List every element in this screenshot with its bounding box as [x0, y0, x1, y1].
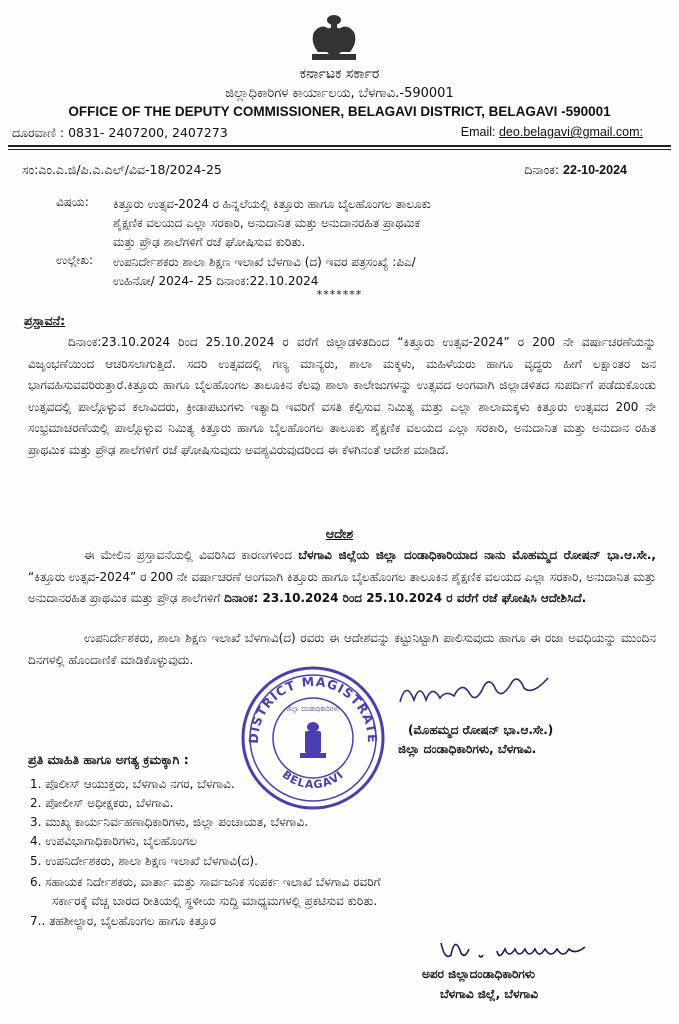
phone-number: ದೂರವಾಣಿ : 0831- 2407200, 2407273: [12, 125, 228, 140]
email-address: deo.belagavi@gmail.com:: [498, 125, 643, 139]
seal-top-text: DISTRICT MAGISTRATE: [245, 673, 381, 744]
copy-item: 3. ಮುಖ್ಯ ಕಾರ್ಯನಿರ್ವಹಣಾಧಿಕಾರಿಗಳು, ಜಿಲ್ಲಾ ಪಂಚಾಯತ, ಬೆಳಗಾವಿ.: [30, 815, 309, 829]
order-paragraph: [28, 545, 656, 610]
subject-line: ಮತ್ತು ಪ್ರೌಢ ಶಾಲೆಗಳಿಗೆ ರಜೆ ಘೋಷಿಸುವ ಕುರಿತು.: [113, 235, 306, 249]
magistrate-name-text: ಬೆಳಗಾವಿ ಜಿಲ್ಲೆಯ ಜಿಲ್ಲಾ ದಂಡಾಧಿಕಾರಿಯಾದ ನಾನು ಮೊಹಮ್ಮದ ರೋಷನ್ ಭಾ.ಆ.ಸೇ.,: [298, 548, 656, 562]
copy-item: 2. ಪೋಲೀಸ್ ಅಧೀಕ್ಷಕರು, ಬೆಳಗಾವಿ.: [30, 796, 174, 810]
reference-number: ಸಂ:ಎಂ.ಎ.ಜಿ/ಪಿ.ಎ.ಎಲ್/ವಿವ-18/2024-25: [22, 162, 222, 177]
copy-item-continuation: ಸರ್ಕಾರಕ್ಕೆ ವೆಚ್ಚ ಬಾರದ ರೀತಿಯಲ್ಲಿ ಸ್ಥಳೀಯ ಸುದ್ದಿ ಮಾಧ್ಯಮಗಳಲ್ಲಿ ಪ್ರಕಟಿಸುವ ಕುರಿತು.: [52, 894, 378, 908]
copy-item: 5. ಉಪನಿರ್ದೇಶಕರು, ಶಾಲಾ ಶಿಕ್ಷಣ ಇಲಾಖೆ ಬೆಳಗಾವಿ(ದ).: [30, 854, 258, 868]
order-heading: ಆದೇಶ: [325, 526, 354, 541]
office-name-english: OFFICE OF THE DEPUTY COMMISSIONER, BELAGAVI DISTRICT, BELAGAVI -590001: [68, 104, 611, 119]
compliance-paragraph: ಉಪನಿರ್ದೇಶಕರು, ಶಾಲಾ ಶಿಕ್ಷಣ ಇಲಾಖೆ ಬೆಳಗಾವಿ(ದ) ರವರು ಈ ಆದೇಶವನ್ನು ಕಟ್ಟುನಿಟ್ಟಾಗಿ ಪಾಲಿಸುವುದು ಹಾಗೂ ಈ ರಜಾ ಅವಧಿಯನ್ನು ಮುಂದಿನ ದಿನಗಳಲ್ಲಿ ಹೊಂದಾಣಿಕೆ ಮಾಡಿಕೊಳ್ಳುವುದು.: [28, 631, 656, 667]
separator-stars: *******: [316, 288, 363, 301]
reference-text: [113, 253, 633, 291]
subject-label: ವಿಷಯ:: [56, 195, 89, 209]
copy-to-heading: ಪ್ರತಿ ಮಾಹಿತಿ ಹಾಗೂ ಅಗತ್ಯ ಕ್ರಮಕ್ಕಾಗಿ :: [28, 752, 189, 767]
reference-line: ಉಹಿನೋ/ 2024- 25 ದಿನಾಂಕ:22.10.2024: [113, 274, 319, 288]
seal-inner-text: ಜಿಲ್ಲಾ ದಂಡಾಧಿಕಾರಿಗಳು: [286, 705, 340, 713]
additional-magistrate-title: ಅಪರ ಜಿಲ್ಲಾದಂಡಾಧಿಕಾರಿಗಳು: [422, 967, 536, 981]
date-label: ದಿನಾಂಕ:: [524, 162, 564, 177]
magistrate-title: ಜಿಲ್ಲಾ ದಂಡಾಧಿಕಾರಿಗಳು, ಬೆಳಗಾವಿ.: [398, 742, 537, 756]
header-divider-thin: [8, 149, 671, 150]
order-date: [524, 162, 627, 178]
seal-bottom-text: BELAGAVI: [279, 767, 347, 792]
order-text: “ಕಿತ್ತೂರು ಉತ್ಸವ-2024” ರ 200 ನೇ ವರ್ಷಾಚರಣೆ ಅಂಗವಾಗಿ ಕಿತ್ತೂರು ಹಾಗೂ ಬೈಲಹೊಂಗಲ ತಾಲೂಕಿನ ಶೈಕ್ಷಣಿಕ ವಲಯದ ಎಲ್ಲಾ ಸರಕಾರಿ, ಅನುದಾನಿತ ಮತ್ತು ಅನುದಾನರಹಿತ ಪ್ರಾಥಮಿಕ ಮತ್ತು ಪ್ರೌಢ ಶಾಲೆಗಳಿಗೆ: [28, 569, 656, 605]
date-value: 22-10-2024: [563, 163, 627, 177]
holiday-dates-text: ದಿನಾಂಕ: 23.10.2024 ರಿಂದ 25.10.2024 ರ ವರೆಗೆ ರಜೆ ಘೋಷಿಸಿ ಆದೇಶಿಸಿದೆ.: [224, 591, 587, 605]
email-label: Email:: [460, 125, 499, 139]
copy-item: 7.. ತಹಶೀಲ್ದಾರ, ಬೈಲಹೊಂಗಲ ಹಾಗೂ ಕಿತ್ತೂರ: [30, 914, 216, 928]
copy-item: 4. ಉಪವಿಭಾಗಾಧಿಕಾರಿಗಳು, ಬೈಲಹೊಂಗಲ: [30, 834, 197, 848]
copy-item: 6. ಸಹಾಯಕ ನಿರ್ದೇಶಕರು, ವಾರ್ತಾ ಮತ್ತು ಸಾರ್ವಜನಿಕ ಸಂಪರ್ಕ ಇಲಾಖೆ ಬೆಳಗಾವಿ ರವರಿಗೆ: [30, 875, 381, 889]
state-name: ಕರ್ನಾಟಕ ಸರ್ಕಾರ: [299, 66, 380, 82]
subject-line: ಕಿತ್ತೂರು ಉತ್ಸವ-2024 ರ ಹಿನ್ನಲೆಯಲ್ಲಿ ಕಿತ್ತೂರು ಹಾಗೂ ಬೈಲಹೊಂಗಲ ತಾಲೂಕು: [113, 197, 431, 211]
additional-magistrate-place: ಬೆಳಗಾವಿ ಜಿಲ್ಲೆ, ಬೆಳಗಾವಿ: [440, 987, 538, 1001]
preamble-heading: ಪ್ರಸ್ತಾವನೆ:: [24, 313, 66, 328]
district-magistrate-seal: [238, 663, 388, 813]
email-line: [461, 125, 643, 139]
office-name-kannada: ಜಿಲ್ಲಾಧಿಕಾರಿಗಳ ಕಾರ್ಯಾಲಯ, ಬೆಳಗಾವಿ.-590001: [225, 86, 454, 101]
seal-emblem-icon: [300, 722, 326, 758]
subject-line: ಶೈಕ್ಷಣಿಕ ವಲಯದ ಎಲ್ಲಾ ಸರಕಾರಿ, ಅನುದಾನಿತ ಮತ್ತು ಅನುದಾನರಹಿತ ಪ್ರಾಥಮಿಕ: [113, 216, 421, 230]
reference-line: ಉಪನಿರ್ದೇಶಕರು ಶಾಲಾ ಶಿಕ್ಷಣ ಇಲಾಖೆ ಬೆಳಗಾವಿ (ದ) ಇವರ ಪತ್ರಸಂಖ್ಯೆ :ಪಿಎ/: [113, 255, 416, 269]
subject-text: [113, 195, 633, 252]
magistrate-name: (ಮೊಹಮ್ಮದ ರೋಷನ್ ಭಾ.ಆ.ಸೇ.): [408, 723, 554, 737]
magistrate-signature: [392, 660, 552, 720]
state-emblem-icon: [300, 12, 368, 64]
header-divider: [8, 145, 671, 147]
order-text: ಈ ಮೇಲಿನ ಪ್ರಸ್ತಾವನೆಯಲ್ಲಿ ವಿವರಿಸಿದ ಕಾರಣಗಳಿಂದ: [84, 548, 299, 562]
preamble-paragraph: ದಿನಾಂಕ:23.10.2024 ರಿಂದ 25.10.2024 ರ ವರೆಗೆ ಜಿಲ್ಲಾಡಳಿತದಿಂದ “ಕಿತ್ತೂರು ಉತ್ಸವ-2024” ರ 200 ನೇ ವರ್ಷಾಚರಣೆಯನ್ನು ವಿಜೃಂಭಣೆಯಿಂದ ಆಚರಿಸಲಾಗುತ್ತಿದೆ. ಸದರಿ ಉತ್ಸವದಲ್ಲಿ ಗಣ್ಯ ಮಾನ್ಯರು, ಶಾಲಾ ಮಕ್ಕಳು, ಮಹಿಳೆಯರು ಹಾಗೂ ವೃದ್ಧರು ಹೀಗೆ ಲಕ್ಷಾಂತರ ಜನ ಭಾಗವಹಿಸುವವರಿರುತ್ತಾರೆ.ಕಿತ್ತೂರು ಹಾಗೂ ಬೈಲಹೊಂಗಲ ತಾಲೂಕಿನ ಕೆಲವು ಶಾಲಾ ಕಾಲೇಜುಗಳನ್ನು ಉತ್ಸವದ ಅಂಗವಾಗಿ ಜಿಲ್ಲಾಡಳಿತದ ಸುಪರ್ದಿಗೆ ಪಡೆದುಕೊಂಡು ಉತ್ಸವದಲ್ಲಿ ಪಾಲ್ಗೊಳ್ಳುವ ಕಲಾವಿದರು, ಕ್ರೀಡಾಪಟುಗಳು ಇತ್ಯಾದಿ ಇವರಿಗೆ ವಸತಿ ಕಲ್ಪಿಸುವ ನಿಮಿತ್ಯ ಮತ್ತು ಎಲ್ಲಾ ಶಾಲಾಮಕ್ಕಳು ಕಿತ್ತೂರು ಉತ್ಸವದ 200 ನೇ ಸಂಭ್ರಮಾಚರಣೆಯಲ್ಲಿ ಪಾಲ್ಗೊಳ್ಳುವ ನಿಮಿತ್ಯ ಕಿತ್ತೂರು ಹಾಗೂ ಬೈಲಹೊಂಗಲ ತಾಲೂಕು ಶೈಕ್ಷಣಿಕ ವಲಯದ ಎಲ್ಲಾ ಸರಕಾರಿ, ಅನುದಾನಿತ ಮತ್ತು ಅನುದಾನ ರಹಿತ ಪ್ರಾಥಮಿಕ ಮತ್ತು ಪ್ರೌಢ ಶಾಲೆಗಳಿಗೆ ರಜೆ ಘೋಷಿಸುವುದು ಅವಶ್ಯವಿರುವುದರಿಂದ ಈ ಕೆಳಗಿನಂತೆ ಆದೇಶ ಮಾಡಿದೆ.: [28, 335, 656, 457]
copy-item: 1. ಪೊಲೀಸ್ ಆಯುಕ್ತರು, ಬೆಳಗಾವಿ ನಗರ, ಬೆಳಗಾವಿ.: [30, 777, 235, 791]
reference-label: ಉಲ್ಲೇಖ:: [56, 253, 94, 267]
